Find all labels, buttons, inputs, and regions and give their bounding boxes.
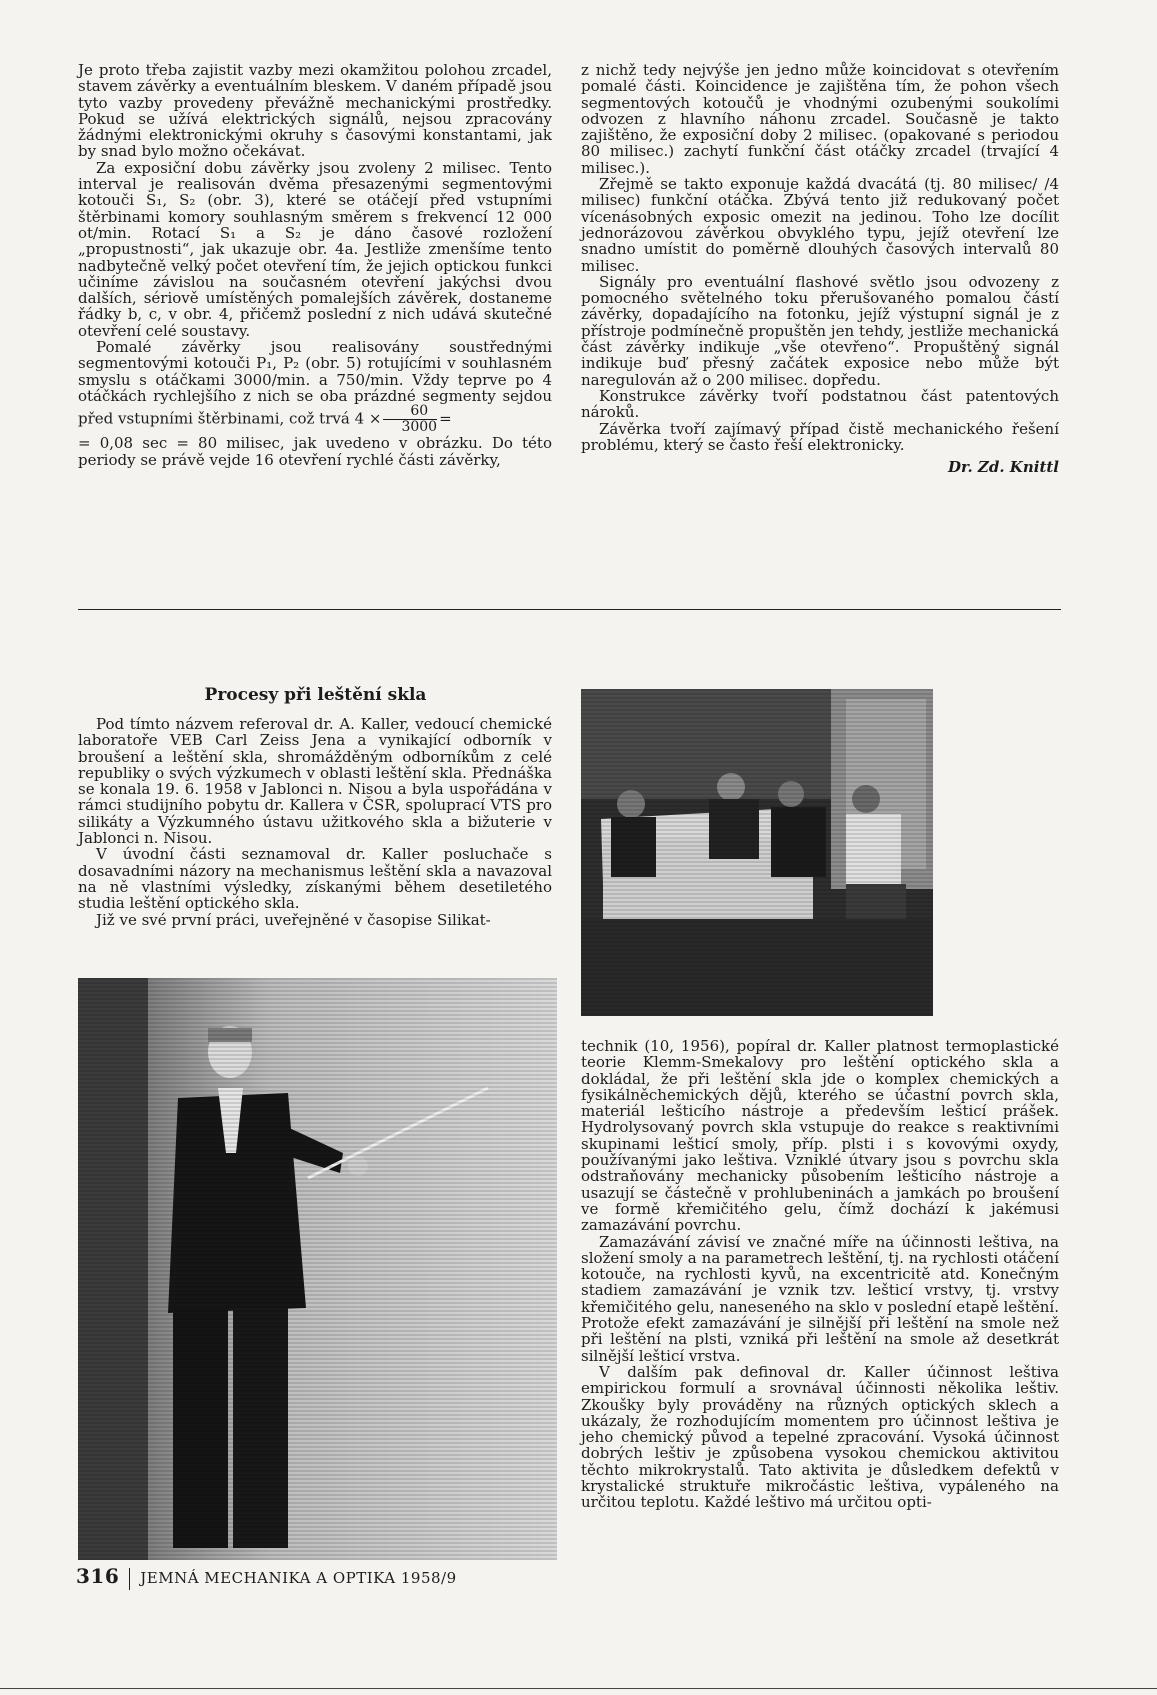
article-left-column [78,716,552,928]
paragraph: Závěrka tvoří zajímavý případ čistě mechanického řešení problému, který se často řeší elektronicky. [581,419,1059,454]
paragraph [78,339,552,435]
top-left-column [78,62,552,468]
paragraph: z nichž tedy nejvýše jen jedno může koincidovat s otevřením pomalé části. Koincidence je zajištěna tím, že pohon všech segmentových kotoučů je vhodnými ozubenými soukolími odvozen z hlavního náhonu zrcadel. Současně je takto zajištěno, že exposiční doby 2 milisec. (opakované s periodou 80 milisec.) zachytí funkční část otáčky zrcadel (trvající 4 milisec.). [581,61,1059,177]
author-signature: Dr. Zd. Knittl [947,458,1059,477]
paragraph: Konstrukce závěrky tvoří podstatnou část patentových nároků. [581,386,1059,422]
paragraph: = 0,08 sec = 80 milisec, jak uvedeno v obrázku. Do této periody se právě vejde 16 otevření rychlé části závěrky, [78,434,552,469]
paragraph-text: Pomalé závěrky jsou realisovány soustřednými segmentovými kotouči P₁, P₂ (obr. 5) rotujícími v souhlasném smyslu s otáčkami 3000/min. a 750/min. Vždy teprve po 4 otáčkách rychlejšího z nich se oba prázdné segmenty sejdou před vstupními štěrbinami, což trvá [78,338,552,428]
lecturer-photo [78,978,557,1560]
paragraph: Zamazávání závisí ve značné míře na účinnosti leštiva, na složení smoly a na parametrech leštění, tj. na rychlosti otáčení kotouče, na rychlosti kyvů, na excentricitě atd. Konečným stadiem zamazávání je vznik tzv. lešticí vrstvy, tj. vrstvy křemičitého gelu, naneseného na sklo v poslední etapě leštění. Protože efekt zamazávání je silnější při leštění na smole než při leštění na plsti, vzniká při leštění na smole až desetkrát silnější lešticí vrstva. [581,1232,1059,1365]
article-title: Procesy při leštění skla [204,685,427,705]
paragraph: Zřejmě se takto exponuje každá dvacátá (tj. 80 milisec/ /4 milisec) funkční otáčka. Zbývá tento již redukovaný počet vícenásobných exposic omezit na jedinou. Toho lze docílit jednorázovou závěrkou obvyklého typu, jejíž otevření lze snadno umístit do poměrně dlouhých časových intervalů 80 milisec. [581,175,1059,275]
panel-photo [581,689,933,1016]
formula-equals: = [439,409,452,428]
paragraph: Za exposiční dobu závěrky jsou zvoleny 2 milisec. Tento interval je realisován dvěma přesazenými segmentovými kotouči S₁, S₂ (obr. 3), které se otáčejí před vstupními štěrbinami komory souhlasným směrem s frekvencí 12 000 ot/min. Rotací S₁ a S₂ je dáno časové rozložení „propustnosti“, jak ukazuje obr. 4a. Jestliže zmenšíme tento nadbytečně velký počet otevření tím, že jejich optickou funkci učiníme závislou na současném otevření jakýchsi dvou dalších, sériově umístěných pomalejších závěrek, dostaneme řádky b, c, v obr. 4, přičemž poslední z nich udává skutečné otevření celé soustavy. [78,158,552,340]
page-footer [76,1564,457,1590]
paragraph: Signály pro eventuální flashové světlo jsou odvozeny z pomocného světelného toku přerušovaného pomalou částí závěrky, dopadajícího na fotonku, jejíž výstupní signál je z přístroje podmínečně propuštěn jen tehdy, jestliže mechanická část závěrky indikuje „vše otevřeno“. Propuštěný signál indikuje buď přesný začátek exposice nebo může být naregulován až o 200 milisec. dopředu. [581,272,1059,389]
page-number: 316 [76,1564,120,1588]
page-bottom-edge [0,1688,1157,1689]
paragraph: Je proto třeba zajistit vazby mezi okamžitou polohou zrcadel, stavem závěrky a eventuálním bleskem. V daném případě jsou tyto vazby provedeny převážně mechanickými prostředky. Pokud se užívá elektrických signálů, nejsou zpracovány žádnými elektronickými okruhy s časovými konstantami, jak by snad bylo možno očekávat. [78,61,552,161]
formula-prefix: 4 × [354,409,382,428]
panel-photo-image [581,689,933,1016]
paragraph: V dalším pak definoval dr. Kaller účinnost leštiva empirickou formulí a srovnával účinnosti několika leštiv. Zkoušky byly prováděny na různých optických sklech a ukázaly, že rozhodujícím momentem pro účinnost leštiva je jeho chemický původ a tepelné zpracování. Vysoká účinnost dobrých leštiv je způsobena vysokou chemickou aktivitou těchto mikrokrystalů. Tato aktivita je důsledkem defektů v krystalické struktuře mikročástic leštiva, vypáleného na určitou teplotu. Každé leštivo má určitou opti- [581,1362,1059,1512]
top-right-column [581,62,1059,475]
lecturer-photo-image [78,978,557,1560]
paragraph: Již ve své první práci, uveřejněné v časopise Silikat- [96,910,491,929]
article-right-column [581,1038,1059,1511]
section-divider [78,609,1061,610]
formula-denominator: 3000 [401,419,438,436]
journal-name: JEMNÁ MECHANIKA A OPTIKA 1958/9 [140,1569,457,1587]
footer-divider [129,1568,130,1590]
paragraph: Pod tímto názvem referoval dr. A. Kaller, vedoucí chemické laboratoře VEB Carl Zeiss Jena a vynikající odborník v broušení a leštění skla, shromážděným odborníkům z celé republiky o svých výzkumech v oblasti leštění skla. Přednáška se konala 19. 6. 1958 v Jablonci n. Nisou a byla uspořádána v rámci studijního pobytu dr. Kallera v ČSR, spoluprací VTS pro silikáty a Výzkumného ústavu užitkového skla a bižuterie v Jablonci n. Nisou. [78,715,552,848]
formula-numerator: 60 [383,404,437,420]
paragraph: technik (10, 1956), popíral dr. Kaller platnost termoplastické teorie Klemm-Smekalovy pro leštění optického skla a dokládal, že při leštění skla jde o komplex chemických a fysikálněchemických dějů, kterého se účastní povrch skla, materiál lešticího nástroje a především lešticí prášek. Hydrolysovaný povrch skla vstupuje do reakce s reaktivními skupinami lešticí smoly, příp. plsti i s kovovými oxydy, používanými jako leštiva. Vzniklé útvary jsou s povrchu skla odstraňovány mechanicky působením lešticího nástroje a usazují se částečně v prohlubeninách a jamkách po broušení ve formě křemičitého gelu, čímž dochází k jakémusi zamazávání povrchu. [581,1037,1059,1235]
formula-fraction [383,404,437,435]
paragraph: V úvodní části seznamoval dr. Kaller posluchače s dosavadními názory na mechanismus leštění skla a navazoval na ně vlastními výsledky, získanými během desetiletého studia leštění optického skla. [78,845,552,913]
